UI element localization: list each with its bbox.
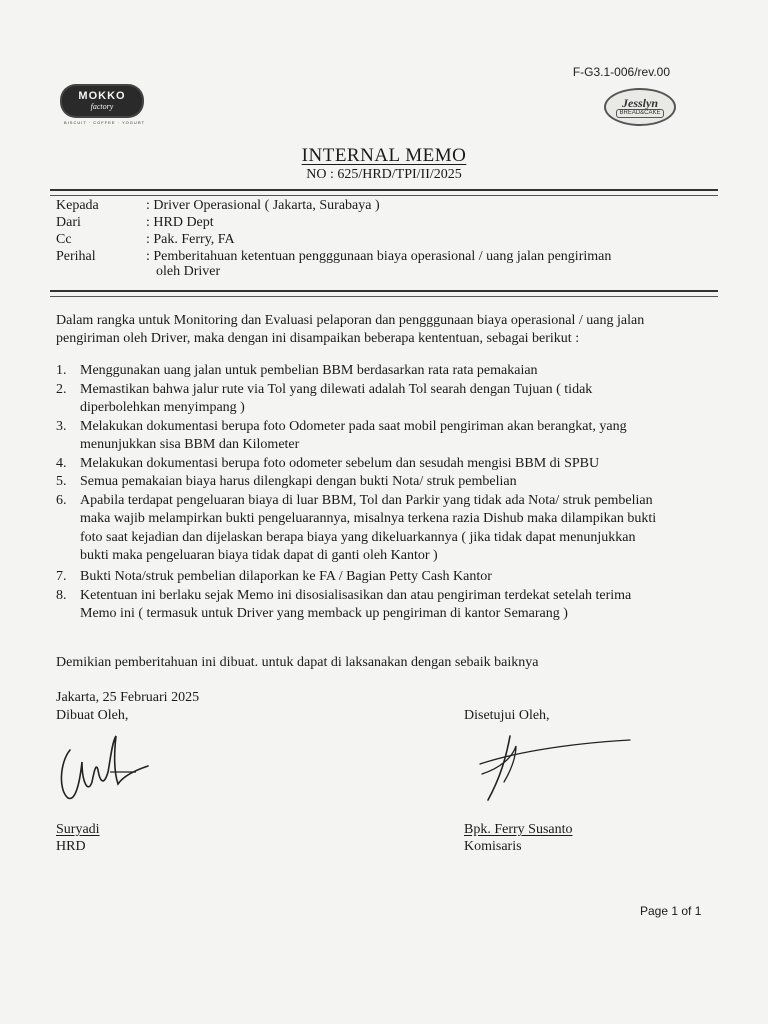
bottom-divider: [50, 290, 718, 297]
item-number: 4.: [56, 456, 67, 471]
item-line: Melakukan dokumentasi berupa foto Odometer pada saat mobil pengiriman akan berangkat, yang: [80, 419, 627, 434]
left-signatory-name: Suryadi: [56, 822, 100, 837]
item-number: 6.: [56, 493, 67, 508]
item-line: diperbolehkan menyimpang ): [80, 400, 245, 415]
item-number: 3.: [56, 419, 67, 434]
field-value-dari: : HRD Dept: [146, 215, 214, 230]
logo-left-tagline: BISCUIT · COFFEE · YOGURT: [64, 120, 146, 125]
item-number: 5.: [56, 474, 67, 489]
item-line: Semua pemakaian biaya harus dilengkapi dengan bukti Nota/ struk pembelian: [80, 474, 517, 489]
field-value-perihal-cont: oleh Driver: [156, 264, 221, 279]
right-signatory-position: Komisaris: [464, 839, 522, 854]
memo-title: INTERNAL MEMO: [301, 145, 467, 166]
form-code: F-G3.1-006/rev.00: [572, 65, 670, 79]
logo-left-line1: MOKKO: [78, 90, 126, 102]
item-line: foto saat kejadian dan dijelaskan berapa biaya yang dikeluarkannya ( jika tidak dapat menunjukkan: [80, 530, 636, 545]
intro-line: pengiriman oleh Driver, maka dengan ini disampaikan beberapa kententuan, sebagai berikut :: [56, 331, 580, 346]
memo-number: NO : 625/HRD/TPI/II/2025: [306, 167, 462, 182]
item-number: 1.: [56, 363, 67, 378]
item-line: Bukti Nota/struk pembelian dilaporkan ke FA / Bagian Petty Cash Kantor: [80, 569, 492, 584]
field-value-perihal: : Pemberitahuan ketentuan pengggunaan biaya operasional / uang jalan pengiriman: [146, 249, 612, 264]
page-number: Page 1 of 1: [640, 904, 702, 918]
item-line: Menggunakan uang jalan untuk pembelian BBM berdasarkan rata rata pemakaian: [80, 363, 538, 378]
logo-right-line2: BREAD&CAKE: [616, 109, 663, 118]
field-label-cc: Cc: [56, 232, 72, 247]
item-line: Apabila terdapat pengeluaran biaya di luar BBM, Tol dan Parkir yang tidak ada Nota/ struk pembelian: [80, 493, 653, 508]
item-line: menunjukkan sisa BBM dan Kilometer: [80, 437, 300, 452]
item-number: 8.: [56, 588, 67, 603]
item-line: Ketentuan ini berlaku sejak Memo ini disosialisasikan dan atau pengiriman terdekat setelah terima: [80, 588, 632, 603]
jesslyn-logo: [604, 88, 676, 126]
mokko-factory-logo: [62, 86, 142, 116]
top-divider: [50, 189, 718, 196]
signature-right: [470, 728, 640, 808]
item-line: Memo ini ( termasuk untuk Driver yang memback up pengiriman di kantor Semarang ): [80, 606, 568, 621]
item-line: Memastikan bahwa jalur rute via Tol yang dilewati adalah Tol searah dengan Tujuan ( tidak: [80, 382, 593, 397]
intro-line: Dalam rangka untuk Monitoring dan Evaluasi pelaporan dan pengggunaan biaya operasional / uang jalan: [56, 313, 645, 328]
item-line: maka wajib melampirkan bukti pengeluarannya, misalnya terkena razia Dishub maka dilampikan bukti: [80, 511, 657, 526]
right-signatory-name: Bpk. Ferry Susanto: [464, 822, 573, 837]
field-value-kepada: : Driver Operasional ( Jakarta, Surabaya ): [146, 198, 380, 213]
place-date: Jakarta, 25 Februari 2025: [56, 690, 200, 705]
item-line: Melakukan dokumentasi berupa foto odometer sebelum dan sesudah mengisi BBM di SPBU: [80, 456, 600, 471]
item-line: bukti maka pengeluaran biaya tidak dapat di ganti oleh Kantor ): [80, 548, 438, 563]
left-sign-caption: Dibuat Oleh,: [56, 708, 129, 723]
item-number: 2.: [56, 382, 67, 397]
field-label-dari: Dari: [56, 215, 81, 230]
logo-right-line1: Jesslyn: [622, 95, 658, 110]
field-label-perihal: Perihal: [56, 249, 96, 264]
right-sign-caption: Disetujui Oleh,: [464, 708, 550, 723]
item-number: 7.: [56, 569, 67, 584]
logo-left-line2: factory: [90, 102, 114, 111]
signature-left: [52, 732, 162, 810]
field-value-cc: : Pak. Ferry, FA: [146, 232, 235, 247]
field-label-kepada: Kepada: [56, 198, 99, 213]
closing-statement: Demikian pemberitahuan ini dibuat. untuk dapat di laksanakan dengan sebaik baiknya: [56, 655, 539, 670]
left-signatory-position: HRD: [56, 839, 86, 854]
